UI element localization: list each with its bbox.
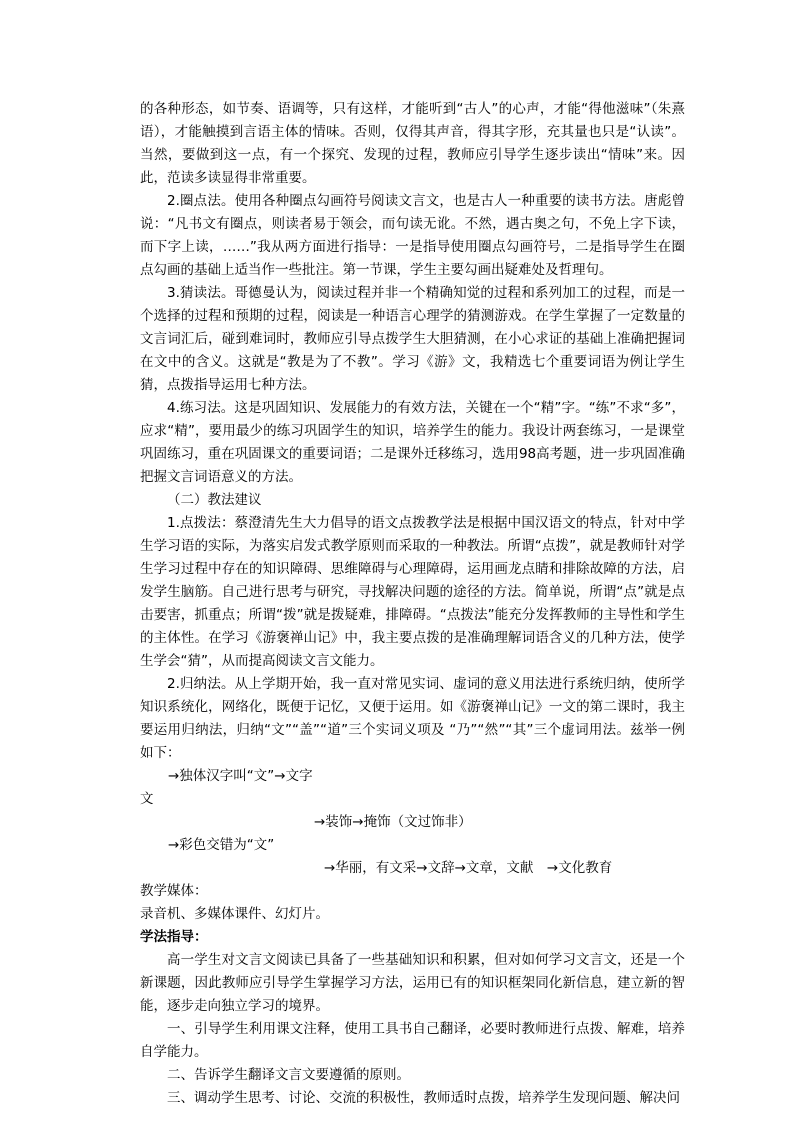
paragraph-reading-method-cont: 的各种形态，如节奏、语调等，只有这样，才能听到“古人”的心声，才能“得他滋味”（朱熹语），才能触摸到言语主体的情味。否则，仅得其声音，得其字形，充其量也只是“认读”。当然，要做到这一点，有一个探究、发现的过程，教师应引导学生逐步读出“情味”来。因此，范读多读显得非常重要。 [140,101,685,186]
diagram-line-4: →彩色交错为“文” [168,837,275,853]
study-guidance-item-1: 一、引导学生利用课文注释，使用工具书自己翻译，必要时教师进行点拨、解难，培养自学能力。 [140,1021,685,1060]
section-heading-teaching-suggestions: （二）教法建议 [167,492,262,508]
diagram-line-5: →华丽，有文采→文辞→文章，文献 →文化教育 [324,860,613,876]
word-meaning-diagram [140,765,685,880]
study-guidance-item-2: 二、告诉学生翻译文言文要遵循的原则。 [167,1067,410,1083]
paragraph-guidance-method: 1.点拨法：蔡澄清先生大力倡导的语文点拨教学法是根据中国汉语文的特点，针对中学生学习语的实际，为落实启发式教学原则而采取的一种教法。所谓“点拨”，就是教师针对学生学习过程中存在的知识障碍、思维障碍与心理障碍，运用画龙点睛和排除故障的方法，启发学生脑筋。自己进行思考与研究，寻找解决问题的途径的方法。简单说，所谓“点”就是点击要害，抓重点；所谓“拨”就是拨疑难，排障碍。“点拨法”能充分发挥教师的主导性和学生的主体性。在学习《游褒禅山记》中，我主要点拨的是准确理解词语含义的几种方法，使学生学会“猜”，从而提高阅读文言文能力。 [140,515,685,669]
paragraph-guess-reading-method: 3.猜读法。哥德曼认为，阅读过程并非一个精确知觉的过程和系列加工的过程，而是一个选择的过程和预期的过程，阅读是一种语言心理学的猜测游戏。在学生掌握了一定数量的文言词汇后，碰到难词时，教师应引导点拨学生大胆猜测，在小心求证的基础上准确把握词在文中的含义。这就是“教是为了不教”。学习《游》文，我精选七个重要词语为例让学生猜，点拨指导运用七种方法。 [140,285,685,393]
diagram-root-word: 文 [140,791,154,807]
diagram-line-1: →独体汉字叫“文”→文字 [168,768,313,784]
teaching-media-label: 教学媒体： [140,883,208,899]
paragraph-practice-method: 4.练习法。这是巩固知识、发展能力的有效方法，关键在一个“精”字。“练”不求“多”，应求“精”，要用最少的练习巩固学生的知识，培养学生的能力。我设计两套练习，一是课堂巩固练习，重在巩固课文的重要词语；二是课外迁移练习，选用98高考题，进一步巩固准确把握文言词语意义的方法。 [140,400,685,485]
paragraph-induction-method: 2.归纳法。从上学期开始，我一直对常见实词、虚词的意义用法进行系统归纳，使所学知识系统化，网络化，既便于记忆，又便于运用。如《游褒禅山记》一文的第二课时，我主要运用归纳法，归纳“文”“盖”“道”三个实词义项及 “乃”“然”“其”三个虚词用法。兹举一例如下： [140,676,685,761]
document-body [140,98,685,1110]
study-guidance-item-3: 三、调动学生思考、讨论、交流的积极性，教师适时点拨，培养学生发现问题、解决问 [167,1090,680,1106]
diagram-line-3: →装饰→掩饰（文过饰非） [314,814,472,830]
study-guidance-intro: 高一学生对文言文阅读已具备了一些基础知识和积累，但对如何学习文言文，还是一个新课题，因此教师应引导学生掌握学习方法，运用已有的知识框架同化新信息，建立新的智能，逐步走向独立学习的境界。 [140,952,685,1014]
paragraph-circle-marking-method: 2.圈点法。使用各种圈点勾画符号阅读文言文，也是古人一种重要的读书方法。唐彪曾说：“凡书文有圈点，则读者易于领会，而句读无讹。不然，遇古奥之句，不免上字下读，而下字上读，……”我从两方面进行指导：一是指导使用圈点勾画符号，二是指导学生在圈点勾画的基础上适当作一些批注。第一节课，学生主要勾画出疑难处及哲理句。 [140,193,685,278]
study-guidance-heading: 学法指导： [140,929,208,945]
teaching-media-items: 录音机、多媒体课件、幻灯片。 [140,906,329,922]
